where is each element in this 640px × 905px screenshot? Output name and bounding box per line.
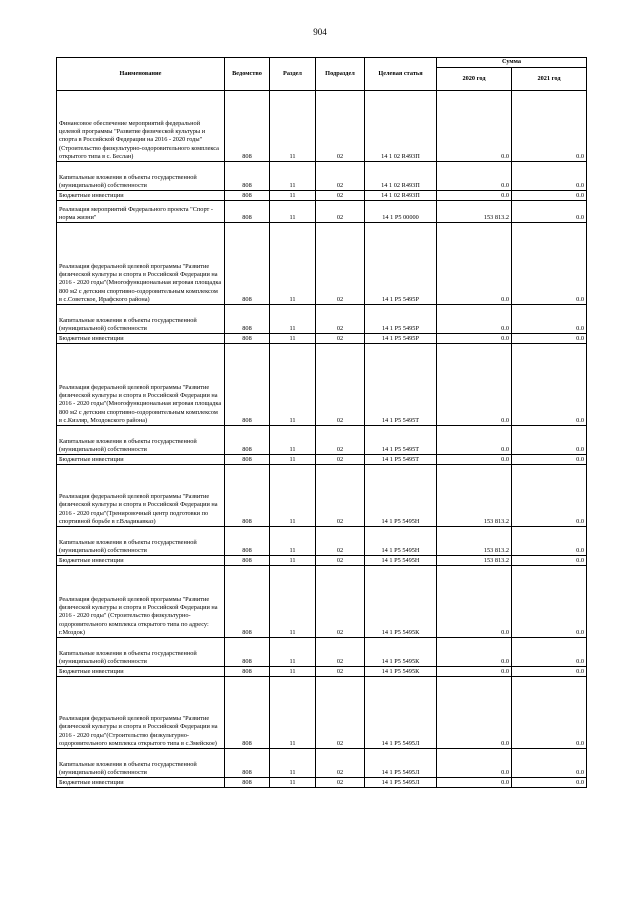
table-row — [57, 426, 587, 455]
row-razdel-cell: 11 — [270, 426, 316, 455]
row-razdel-cell: 11 — [270, 566, 316, 638]
row-2021-amount-cell: 0.0 — [512, 527, 587, 556]
row-target-article-cell: 14 1 Р5 5495Т — [365, 426, 437, 455]
row-vedomstvo-cell: 808 — [225, 455, 270, 465]
row-razdel-cell: 11 — [270, 344, 316, 426]
header-name: Наименование — [57, 58, 225, 91]
header-sum: Сумма — [437, 58, 587, 68]
row-target-article-cell: 14 1 02 R493П — [365, 91, 437, 162]
row-vedomstvo-cell: 808 — [225, 638, 270, 667]
table-row — [57, 667, 587, 677]
row-razdel-cell: 11 — [270, 455, 316, 465]
row-vedomstvo-cell: 808 — [225, 677, 270, 749]
row-2021-amount-cell: 0.0 — [512, 344, 587, 426]
table-row — [57, 223, 587, 305]
row-2020-amount-cell: 0.0 — [437, 91, 512, 162]
row-2021-amount-cell: 0.0 — [512, 667, 587, 677]
row-target-article-cell: 14 1 Р5 5495Т — [365, 455, 437, 465]
row-2020-amount-cell: 0.0 — [437, 566, 512, 638]
row-target-article-cell: 14 1 02 R493П — [365, 162, 437, 191]
row-podrazdel-cell: 02 — [316, 191, 365, 201]
row-name-cell: Капитальные вложения в объекты государственной (муниципальной) собственности — [57, 527, 225, 556]
row-name-cell: Реализация федеральной целевой программы "Развитие физической культуры и спорта в Российской Федерации на 2016 - 2020 годы"(Тренировочный центр подготовки по спортивной борьбе в г.Владикавказ) — [57, 465, 225, 527]
table-row — [57, 344, 587, 426]
row-2021-amount-cell: 0.0 — [512, 162, 587, 191]
header-target-article: Целевая статья — [365, 58, 437, 91]
row-2020-amount-cell: 0.0 — [437, 334, 512, 344]
row-2021-amount-cell: 0.0 — [512, 305, 587, 334]
row-podrazdel-cell: 02 — [316, 334, 365, 344]
row-vedomstvo-cell: 808 — [225, 223, 270, 305]
row-target-article-cell: 14 1 Р5 5495Л — [365, 677, 437, 749]
row-vedomstvo-cell: 808 — [225, 778, 270, 788]
row-name-cell: Капитальные вложения в объекты государственной (муниципальной) собственности — [57, 305, 225, 334]
row-vedomstvo-cell: 808 — [225, 334, 270, 344]
table-row — [57, 566, 587, 638]
row-vedomstvo-cell: 808 — [225, 426, 270, 455]
row-razdel-cell: 11 — [270, 334, 316, 344]
row-podrazdel-cell: 02 — [316, 556, 365, 566]
header-podrazdel: Подраздел — [316, 58, 365, 91]
table-row — [57, 305, 587, 334]
row-2021-amount-cell: 0.0 — [512, 749, 587, 778]
row-podrazdel-cell: 02 — [316, 778, 365, 788]
row-vedomstvo-cell: 808 — [225, 305, 270, 334]
row-target-article-cell: 14 1 02 R493П — [365, 191, 437, 201]
table-row — [57, 556, 587, 566]
row-name-cell: Капитальные вложения в объекты государственной (муниципальной) собственности — [57, 426, 225, 455]
table-row — [57, 778, 587, 788]
row-2021-amount-cell: 0.0 — [512, 426, 587, 455]
row-vedomstvo-cell: 808 — [225, 566, 270, 638]
row-target-article-cell: 14 1 Р5 5495К — [365, 667, 437, 677]
row-2021-amount-cell: 0.0 — [512, 638, 587, 667]
row-name-cell: Бюджетные инвестиции — [57, 334, 225, 344]
row-podrazdel-cell: 02 — [316, 749, 365, 778]
row-2020-amount-cell: 0.0 — [437, 162, 512, 191]
table-row — [57, 191, 587, 201]
row-2021-amount-cell: 0.0 — [512, 91, 587, 162]
row-name-cell: Капитальные вложения в объекты государственной (муниципальной) собственности — [57, 162, 225, 191]
row-razdel-cell: 11 — [270, 556, 316, 566]
row-name-cell: Реализация федеральной целевой программы "Развитие физической культуры и спорта в Российской Федерации на 2016 - 2020 годы" (Строительство физкультурно-оздоровительного комплекса открытого типа по адресу: г.Моздок) — [57, 566, 225, 638]
row-2020-amount-cell: 0.0 — [437, 191, 512, 201]
row-2020-amount-cell: 0.0 — [437, 667, 512, 677]
row-2020-amount-cell: 0.0 — [437, 455, 512, 465]
row-razdel-cell: 11 — [270, 201, 316, 223]
row-razdel-cell: 11 — [270, 223, 316, 305]
row-target-article-cell: 14 1 Р5 5495Т — [365, 344, 437, 426]
row-name-cell: Финансовое обеспечение мероприятий федеральной целевой программы "Развитие физической культуры и спорта в Российской Федерации на 2016 - 2020 годы" (Строительство физкультурно-оздоровительного комплекса открытого типа в с. Беслан) — [57, 91, 225, 162]
table-row — [57, 201, 587, 223]
row-2020-amount-cell: 0.0 — [437, 223, 512, 305]
row-podrazdel-cell: 02 — [316, 201, 365, 223]
table-row — [57, 91, 587, 162]
row-podrazdel-cell: 02 — [316, 162, 365, 191]
row-razdel-cell: 11 — [270, 305, 316, 334]
row-vedomstvo-cell: 808 — [225, 749, 270, 778]
row-target-article-cell: 14 1 Р5 5495Н — [365, 556, 437, 566]
row-2021-amount-cell: 0.0 — [512, 677, 587, 749]
header-year-2021: 2021 год — [512, 68, 587, 91]
row-vedomstvo-cell: 808 — [225, 556, 270, 566]
row-target-article-cell: 14 1 Р5 5495Н — [365, 527, 437, 556]
row-2021-amount-cell: 0.0 — [512, 556, 587, 566]
row-razdel-cell: 11 — [270, 749, 316, 778]
row-podrazdel-cell: 02 — [316, 527, 365, 556]
header-vedomstvo: Ведомство — [225, 58, 270, 91]
row-2021-amount-cell: 0.0 — [512, 778, 587, 788]
row-2020-amount-cell: 0.0 — [437, 749, 512, 778]
row-razdel-cell: 11 — [270, 527, 316, 556]
row-2021-amount-cell: 0.0 — [512, 566, 587, 638]
row-target-article-cell: 14 1 Р5 5495Р — [365, 334, 437, 344]
table-row — [57, 334, 587, 344]
row-target-article-cell: 14 1 Р5 5495Р — [365, 223, 437, 305]
row-vedomstvo-cell: 808 — [225, 91, 270, 162]
row-vedomstvo-cell: 808 — [225, 344, 270, 426]
row-name-cell: Бюджетные инвестиции — [57, 191, 225, 201]
row-target-article-cell: 14 1 Р5 5495К — [365, 638, 437, 667]
row-podrazdel-cell: 02 — [316, 91, 365, 162]
budget-table — [56, 57, 587, 788]
row-vedomstvo-cell: 808 — [225, 201, 270, 223]
row-2020-amount-cell: 153 813.2 — [437, 465, 512, 527]
table-row — [57, 162, 587, 191]
row-podrazdel-cell: 02 — [316, 305, 365, 334]
row-2020-amount-cell: 0.0 — [437, 344, 512, 426]
row-2021-amount-cell: 0.0 — [512, 201, 587, 223]
row-2021-amount-cell: 0.0 — [512, 223, 587, 305]
table-row — [57, 455, 587, 465]
row-razdel-cell: 11 — [270, 162, 316, 191]
row-2021-amount-cell: 0.0 — [512, 191, 587, 201]
row-name-cell: Капитальные вложения в объекты государственной (муниципальной) собственности — [57, 749, 225, 778]
row-name-cell: Реализация федеральной целевой программы "Развитие физической культуры и спорта в Российской Федерации на 2016 - 2020 годы"(Многофункциональная игровая площадка 800 м2 с детским спортивно-оздоровительным комплексом в с.Кизляр, Моздокского района) — [57, 344, 225, 426]
row-razdel-cell: 11 — [270, 465, 316, 527]
row-vedomstvo-cell: 808 — [225, 465, 270, 527]
row-vedomstvo-cell: 808 — [225, 162, 270, 191]
row-target-article-cell: 14 1 Р5 00000 — [365, 201, 437, 223]
row-razdel-cell: 11 — [270, 638, 316, 667]
row-razdel-cell: 11 — [270, 778, 316, 788]
row-2020-amount-cell: 153 813.2 — [437, 556, 512, 566]
row-target-article-cell: 14 1 Р5 5495Л — [365, 778, 437, 788]
row-2020-amount-cell: 153 813.2 — [437, 527, 512, 556]
row-2021-amount-cell: 0.0 — [512, 455, 587, 465]
table-row — [57, 527, 587, 556]
row-vedomstvo-cell: 808 — [225, 667, 270, 677]
row-name-cell: Бюджетные инвестиции — [57, 778, 225, 788]
row-target-article-cell: 14 1 Р5 5495К — [365, 566, 437, 638]
row-2021-amount-cell: 0.0 — [512, 334, 587, 344]
row-podrazdel-cell: 02 — [316, 566, 365, 638]
table-body — [57, 91, 587, 788]
row-name-cell: Бюджетные инвестиции — [57, 667, 225, 677]
row-2020-amount-cell: 0.0 — [437, 778, 512, 788]
row-name-cell: Капитальные вложения в объекты государственной (муниципальной) собственности — [57, 638, 225, 667]
row-podrazdel-cell: 02 — [316, 426, 365, 455]
page-number: 904 — [313, 27, 327, 37]
table-row — [57, 677, 587, 749]
row-name-cell: Реализация мероприятий Федерального проекта "Спорт - норма жизни" — [57, 201, 225, 223]
row-name-cell: Бюджетные инвестиции — [57, 455, 225, 465]
row-razdel-cell: 11 — [270, 91, 316, 162]
row-razdel-cell: 11 — [270, 191, 316, 201]
row-target-article-cell: 14 1 Р5 5495Н — [365, 465, 437, 527]
row-target-article-cell: 14 1 Р5 5495Р — [365, 305, 437, 334]
row-podrazdel-cell: 02 — [316, 638, 365, 667]
table-row — [57, 638, 587, 667]
row-razdel-cell: 11 — [270, 667, 316, 677]
row-podrazdel-cell: 02 — [316, 455, 365, 465]
row-2020-amount-cell: 0.0 — [437, 426, 512, 455]
row-2020-amount-cell: 0.0 — [437, 305, 512, 334]
row-podrazdel-cell: 02 — [316, 677, 365, 749]
row-name-cell: Бюджетные инвестиции — [57, 556, 225, 566]
row-2020-amount-cell: 0.0 — [437, 638, 512, 667]
table-row — [57, 749, 587, 778]
table-row — [57, 465, 587, 527]
header-razdel: Раздел — [270, 58, 316, 91]
row-target-article-cell: 14 1 Р5 5495Л — [365, 749, 437, 778]
row-vedomstvo-cell: 808 — [225, 527, 270, 556]
row-2021-amount-cell: 0.0 — [512, 465, 587, 527]
row-podrazdel-cell: 02 — [316, 223, 365, 305]
row-name-cell: Реализация федеральной целевой программы "Развитие физической культуры и спорта в Российской Федерации на 2016 - 2020 годы"(Многофункциональная игровая площадка 800 м2 с детским спортивно-оздоровительным комплексом в с.Советское, Ирафского района) — [57, 223, 225, 305]
row-name-cell: Реализация федеральной целевой программы "Развитие физической культуры и спорта в Российской Федерации на 2016 - 2020 годы"(Строительство физкультурно-оздоровительного комплекса открытого типа в с.Змейское) — [57, 677, 225, 749]
row-razdel-cell: 11 — [270, 677, 316, 749]
row-podrazdel-cell: 02 — [316, 465, 365, 527]
row-podrazdel-cell: 02 — [316, 344, 365, 426]
header-year-2020: 2020 год — [437, 68, 512, 91]
row-vedomstvo-cell: 808 — [225, 191, 270, 201]
row-2020-amount-cell: 153 813.2 — [437, 201, 512, 223]
row-podrazdel-cell: 02 — [316, 667, 365, 677]
row-2020-amount-cell: 0.0 — [437, 677, 512, 749]
